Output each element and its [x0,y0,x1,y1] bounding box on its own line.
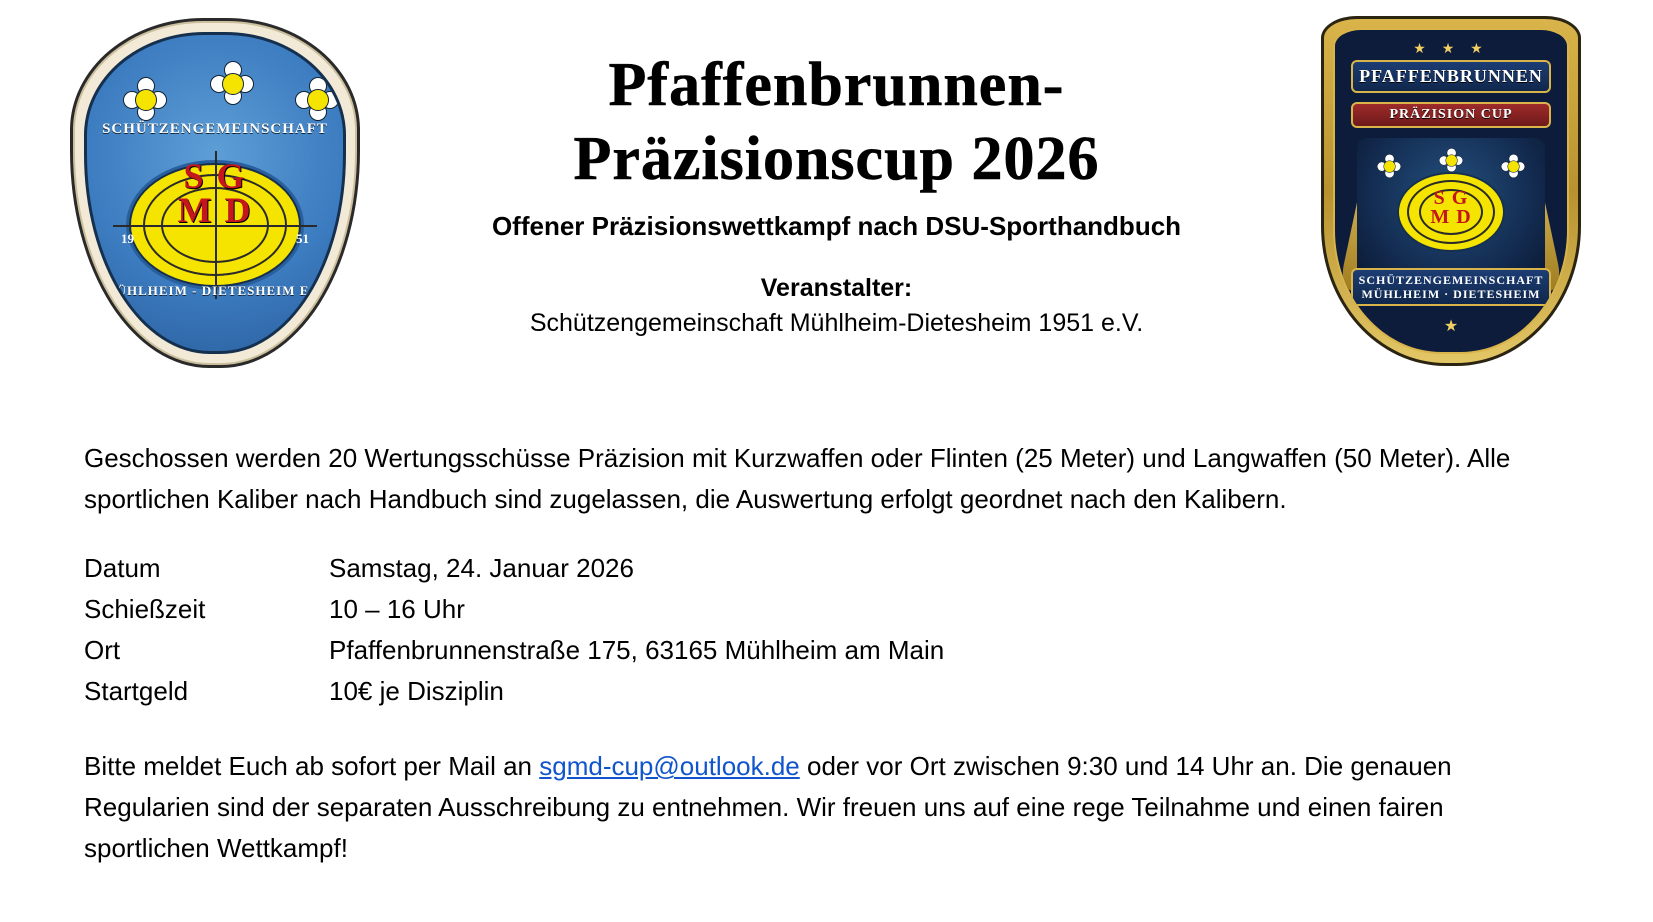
details-key-ort: Ort [84,635,121,665]
details-value-ort: Pfaffenbrunnenstraße 175, 63165 Mühlheim am Main [329,635,945,665]
organizer-label: Veranstalter: [760,274,913,302]
edelweiss-flower-icon [210,61,254,105]
edelweiss-flower-icon [1439,148,1463,172]
details-value-datum: Samstag, 24. Januar 2026 [329,553,634,583]
organizer-name: Schützengemeinschaft Mühlheim-Dietesheim 1951 e.V. [529,309,1144,337]
title-block [380,48,1293,338]
closing-text-part1: Bitte meldet Euch ab sofort per Mail an [84,751,540,781]
cup-badge-logo [1321,16,1581,366]
edelweiss-flower-icon [123,77,167,121]
badge-monogram-top: S G [1433,187,1469,209]
closing-text-part2: oder vor Ort zwischen 9:30 und 14 Uhr an. Die genauen Regularien sind der separaten Ausschreibung zu entnehmen. Wir freuen uns auf eine rege Teilnahme und einen fairen sportlichen Wettkampf! [84,751,1452,863]
crest-top-text: SCHÜTZENGEMEINSCHAFT [102,121,328,137]
details-value-startgeld: 10€ je Disziplin [329,676,504,706]
flyer-body [84,412,1569,895]
details-key-startgeld: Startgeld [84,676,189,706]
details-row [84,671,1569,712]
details-row [84,630,1569,671]
details-key-schiesszeit: Schießzeit [84,594,206,624]
club-crest-logo [70,18,360,368]
page-title-line2: Präzisionscup 2026 [573,125,1100,193]
email-link[interactable]: sgmd-cup@outlook.de [539,751,800,781]
details-row [84,548,1569,589]
flyer-header [0,0,1653,400]
crest-year-left: 19 [121,231,134,246]
details-row [84,589,1569,630]
badge-stars-top: ★ ★ ★ [1413,40,1489,56]
edelweiss-flower-icon [1501,154,1525,178]
badge-monogram-bottom: M D [1430,206,1472,228]
badge-band-club-line1: SCHÜTZENGEMEINSCHAFT [1358,273,1544,287]
details-value-schiesszeit: 10 – 16 Uhr [329,594,465,624]
closing-paragraph [84,746,1569,869]
details-table [84,548,1569,712]
crest-monogram-top: S G [183,156,247,196]
crest-monogram [177,156,253,230]
badge-star-bottom: ★ [1443,318,1459,335]
badge-scene [1357,138,1545,278]
badge-monogram [1430,189,1471,227]
page-title [380,48,1293,196]
badge-band-subtitle: PRÄZISION CUP [1351,102,1551,128]
intro-paragraph: Geschossen werden 20 Wertungsschüsse Präzision mit Kurzwaffen oder Flinten (25 Meter) und Langwaffen (50 Meter). Alle sportlichen Kaliber nach Handbuch sind zugelassen, die Auswertung erfolgt geordnet nach den Kalibern. [84,443,1511,514]
page-subtitle: Offener Präzisionswettkampf nach DSU-Sporthandbuch [491,211,1182,241]
crest-year-right: 51 [296,231,309,246]
badge-inner-frame [1333,28,1569,354]
edelweiss-flower-icon [1377,154,1401,178]
details-key-datum: Datum [84,553,161,583]
crest-monogram-bottom: M D [177,190,253,230]
badge-band-club-line2: MÜHLHEIM · DIETESHEIM [1361,287,1541,301]
edelweiss-flower-icon [295,77,339,121]
badge-band-club [1351,268,1551,306]
badge-band-title: PFAFFENBRUNNEN [1351,60,1551,93]
page-title-line1: Pfaffenbrunnen- [608,51,1065,119]
crest-bottom-text: MÜHLHEIM - DIETESHEIM E.V. [103,283,327,298]
